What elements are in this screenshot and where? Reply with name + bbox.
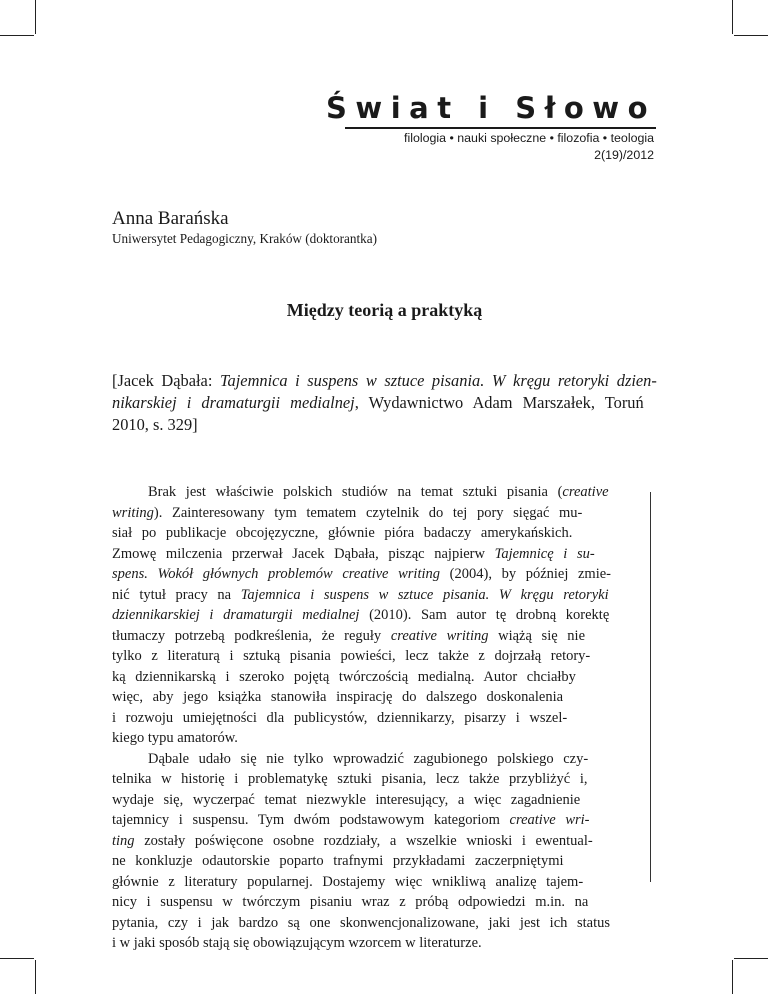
text-line [112, 482, 611, 503]
text-span: Brak jest właściwie polskich studiów na temat sztuki pisania ( [148, 484, 563, 500]
crop-mark-top-left-v [35, 0, 36, 34]
text-span: (2004), by później zmie- [440, 566, 611, 582]
text-span: ). Zainteresowany tym tematem czytelnik do tej pory sięgać mu- [153, 504, 583, 521]
text-line: ne konkluzje odautorskie poparto trafnymi przykładami zaczerpniętymi [112, 853, 564, 869]
italic-term: dziennikarskiej i dramaturgii medialnej [112, 607, 360, 623]
text-line: nicy i suspensu w twórczym pisaniu wraz z próbą odpowiedzi m.in. na [112, 894, 589, 910]
journal-subtitle: filologia • nauki społeczne • filozofia • teologia [404, 131, 654, 145]
crop-mark-top-right-h [734, 35, 768, 36]
text-line: kiego typu amatorów. [112, 730, 238, 746]
book-ref-title: nikarskiej i dramaturgii medialnej [112, 393, 355, 412]
italic-term: creative writing [390, 627, 489, 644]
text-line: Dąbale udało się nie tylko wprowadzić zagubionego polskiego czy- [148, 750, 589, 767]
text-span: tajemnicy i suspensu. Tym dwóm podstawowym kategoriom [112, 812, 510, 828]
journal-issue: 2(19)/2012 [594, 148, 654, 162]
book-ref-title: Tajemnica i suspens w sztuce pisania. W kręgu retoryki dzien- [219, 371, 657, 390]
journal-title: Świat i Słowo [326, 91, 656, 125]
book-ref-text: , Wydawnictwo Adam Marszałek, Toruń [354, 393, 644, 412]
italic-term: writing [112, 504, 154, 521]
text-line: telnika w historię i problematykę sztuki pisania, lecz także przybliżyć i, [112, 771, 588, 787]
article-title: Między teorią a praktyką [286, 300, 483, 320]
italic-term: creative [562, 484, 609, 500]
text-span: nić tytuł pracy na [112, 586, 241, 603]
text-line [112, 605, 611, 626]
text-line: ką dziennikarską i szeroko pojętą twórczością medialną. Autor chciałby [112, 668, 576, 685]
book-ref-line [112, 392, 657, 414]
author-affiliation: Uniwersytet Pedagogiczny, Kraków (doktorantka) [112, 231, 378, 246]
text-span: zostały poświęcone osobne rozdziały, a wszelkie wnioski i ewentual- [134, 832, 593, 849]
book-ref-line [112, 370, 657, 392]
text-line [112, 831, 611, 852]
text-span: (2010). Sam autor tę drobną korektę [359, 607, 610, 623]
journal-header-rule [345, 127, 656, 129]
crop-mark-top-right-v [732, 0, 733, 34]
text-line [112, 544, 611, 565]
italic-term: spens. Wokół głównych problemów creative writing [112, 566, 441, 582]
text-line [112, 626, 611, 647]
text-line [112, 810, 611, 831]
crop-mark-bottom-left-v [35, 960, 36, 994]
author-name: Anna Barańska [112, 208, 229, 229]
text-line: siał po publikacje obcojęzyczne, głównie pióra badaczy amerykańskich. [112, 525, 573, 541]
italic-term: Tajemnica i suspens w sztuce pisania. W kręgu retoryki [240, 586, 609, 603]
crop-mark-bottom-left-h [0, 958, 34, 959]
margin-bar [650, 492, 651, 882]
book-ref-text: [Jacek Dąbała: [112, 371, 220, 390]
crop-mark-top-left-h [0, 35, 34, 36]
text-line: tylko z literaturą i sztuką pisania powieści, lecz także z dojrzałą retory- [112, 648, 591, 664]
text-line: wydaje się, wyczerpać temat niezwykle interesujący, a więc zagadnienie [112, 791, 581, 808]
crop-mark-bottom-right-h [734, 958, 768, 959]
book-reference [112, 370, 657, 436]
body-text [112, 482, 611, 954]
text-line: głównie z literatury popularnej. Dostajemy więc wnikliwą analizę tajem- [112, 873, 584, 890]
text-span: tłumaczy potrzebą podkreślenia, że reguły [112, 627, 391, 644]
text-line: pytania, czy i jak bardzo są one skonwencjonalizowane, jaki jest ich status [112, 914, 611, 931]
book-ref-line: 2010, s. 329] [112, 415, 198, 434]
text-line [112, 564, 611, 585]
italic-term: ting [112, 832, 135, 849]
text-line [112, 585, 611, 606]
text-line: więc, aby jego książka stanowiła inspirację do dalszego doskonalenia [112, 689, 564, 705]
text-line [112, 503, 611, 524]
italic-term: Tajemnicę i su- [494, 545, 595, 562]
text-line: i rozwoju umiejętności dla publicystów, dziennikarzy, pisarzy i wszel- [112, 709, 568, 726]
italic-term: creative wri- [509, 812, 590, 828]
text-span: Zmowę milczenia przerwał Jacek Dąbała, pisząc najpierw [112, 545, 495, 562]
crop-mark-bottom-right-v [732, 960, 733, 994]
text-line: i w jaki sposób stają się obowiązującym wzorcem w literaturze. [112, 935, 482, 951]
text-span: wiążą się nie [488, 627, 586, 644]
